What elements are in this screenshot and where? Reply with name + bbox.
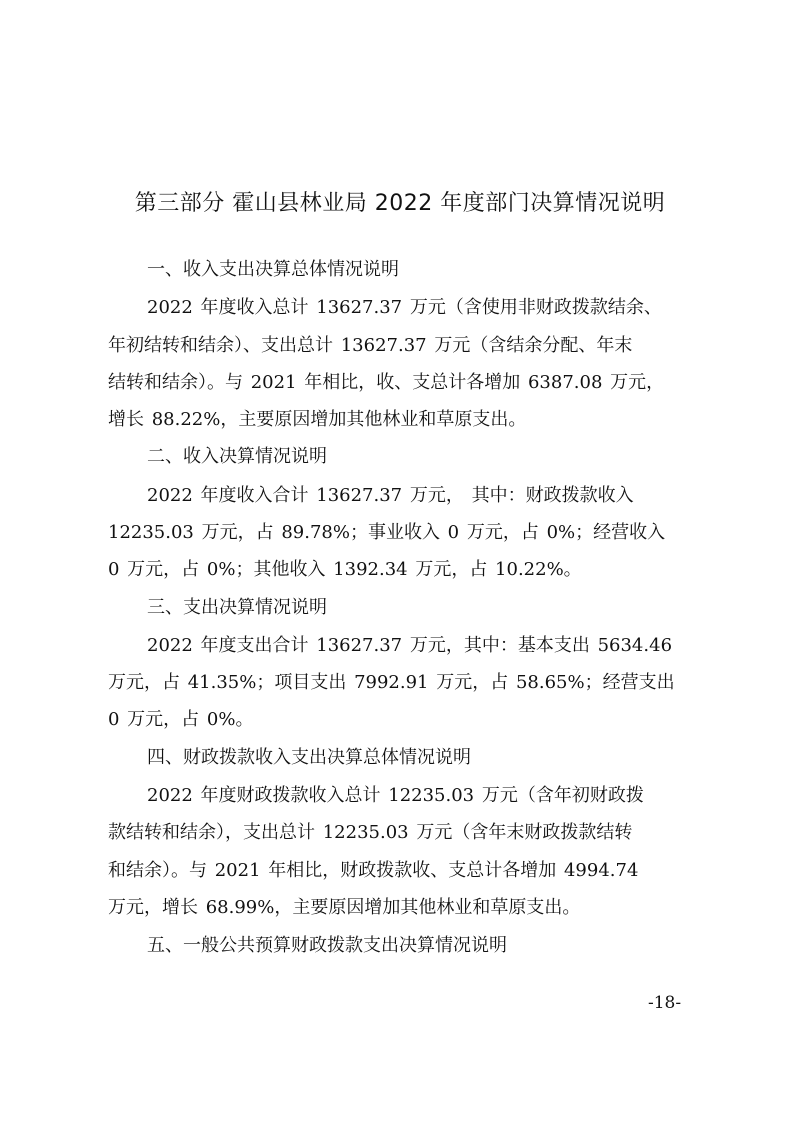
section-3-line-2: 万元，占 41.35%；项目支出 7992.91 万元，占 58.65%；经营支出 [108,672,675,693]
section-heading-2: 二、收入决算情况说明 [147,446,327,467]
page-number: -18- [648,993,682,1013]
section-heading-3: 三、支出决算情况说明 [147,597,327,618]
section-4-line-4: 万元，增长 68.99%，主要原因增加其他林业和草原支出。 [108,897,581,918]
section-1-line-3: 结转和结余）。与 2021 年相比，收、支总计各增加 6387.08 万元， [108,372,665,393]
section-1-line-2: 年初结转和结余）、支出总计 13627.37 万元（含结余分配、年末 [108,335,633,356]
section-heading-5: 五、一般公共预算财政拨款支出决算情况说明 [147,935,507,956]
section-4-line-1: 2022 年度财政拨款收入总计 12235.03 万元（含年初财政拨 [147,785,644,806]
section-2-line-2: 12235.03 万元，占 89.78%；事业收入 0 万元，占 0%；经营收入 [108,522,666,543]
section-2-line-3: 0 万元，占 0%；其他收入 1392.34 万元，占 10.22%。 [108,559,582,580]
page-title: 第三部分 霍山县林业局 2022 年度部门决算情况说明 [134,191,666,216]
section-1-line-1: 2022 年度收入总计 13627.37 万元（含使用非财政拨款结余、 [147,297,662,318]
section-2-line-1: 2022 年度收入合计 13627.37 万元， 其中：财政拨款收入 [147,485,634,506]
section-heading-4: 四、财政拨款收入支出决算总体情况说明 [147,747,471,768]
section-heading-1: 一、收入支出决算总体情况说明 [147,259,399,280]
section-3-line-1: 2022 年度支出合计 13627.37 万元，其中：基本支出 5634.46 [147,635,673,656]
section-4-line-2: 款结转和结余），支出总计 12235.03 万元（含年末财政拨款结转 [108,822,633,843]
section-3-line-3: 0 万元，占 0%。 [108,709,254,730]
section-1-line-4: 增长 88.22%，主要原因增加其他林业和草原支出。 [108,409,527,430]
section-4-line-3: 和结余）。与 2021 年相比，财政拨款收、支总计各增加 4994.74 [108,860,639,881]
